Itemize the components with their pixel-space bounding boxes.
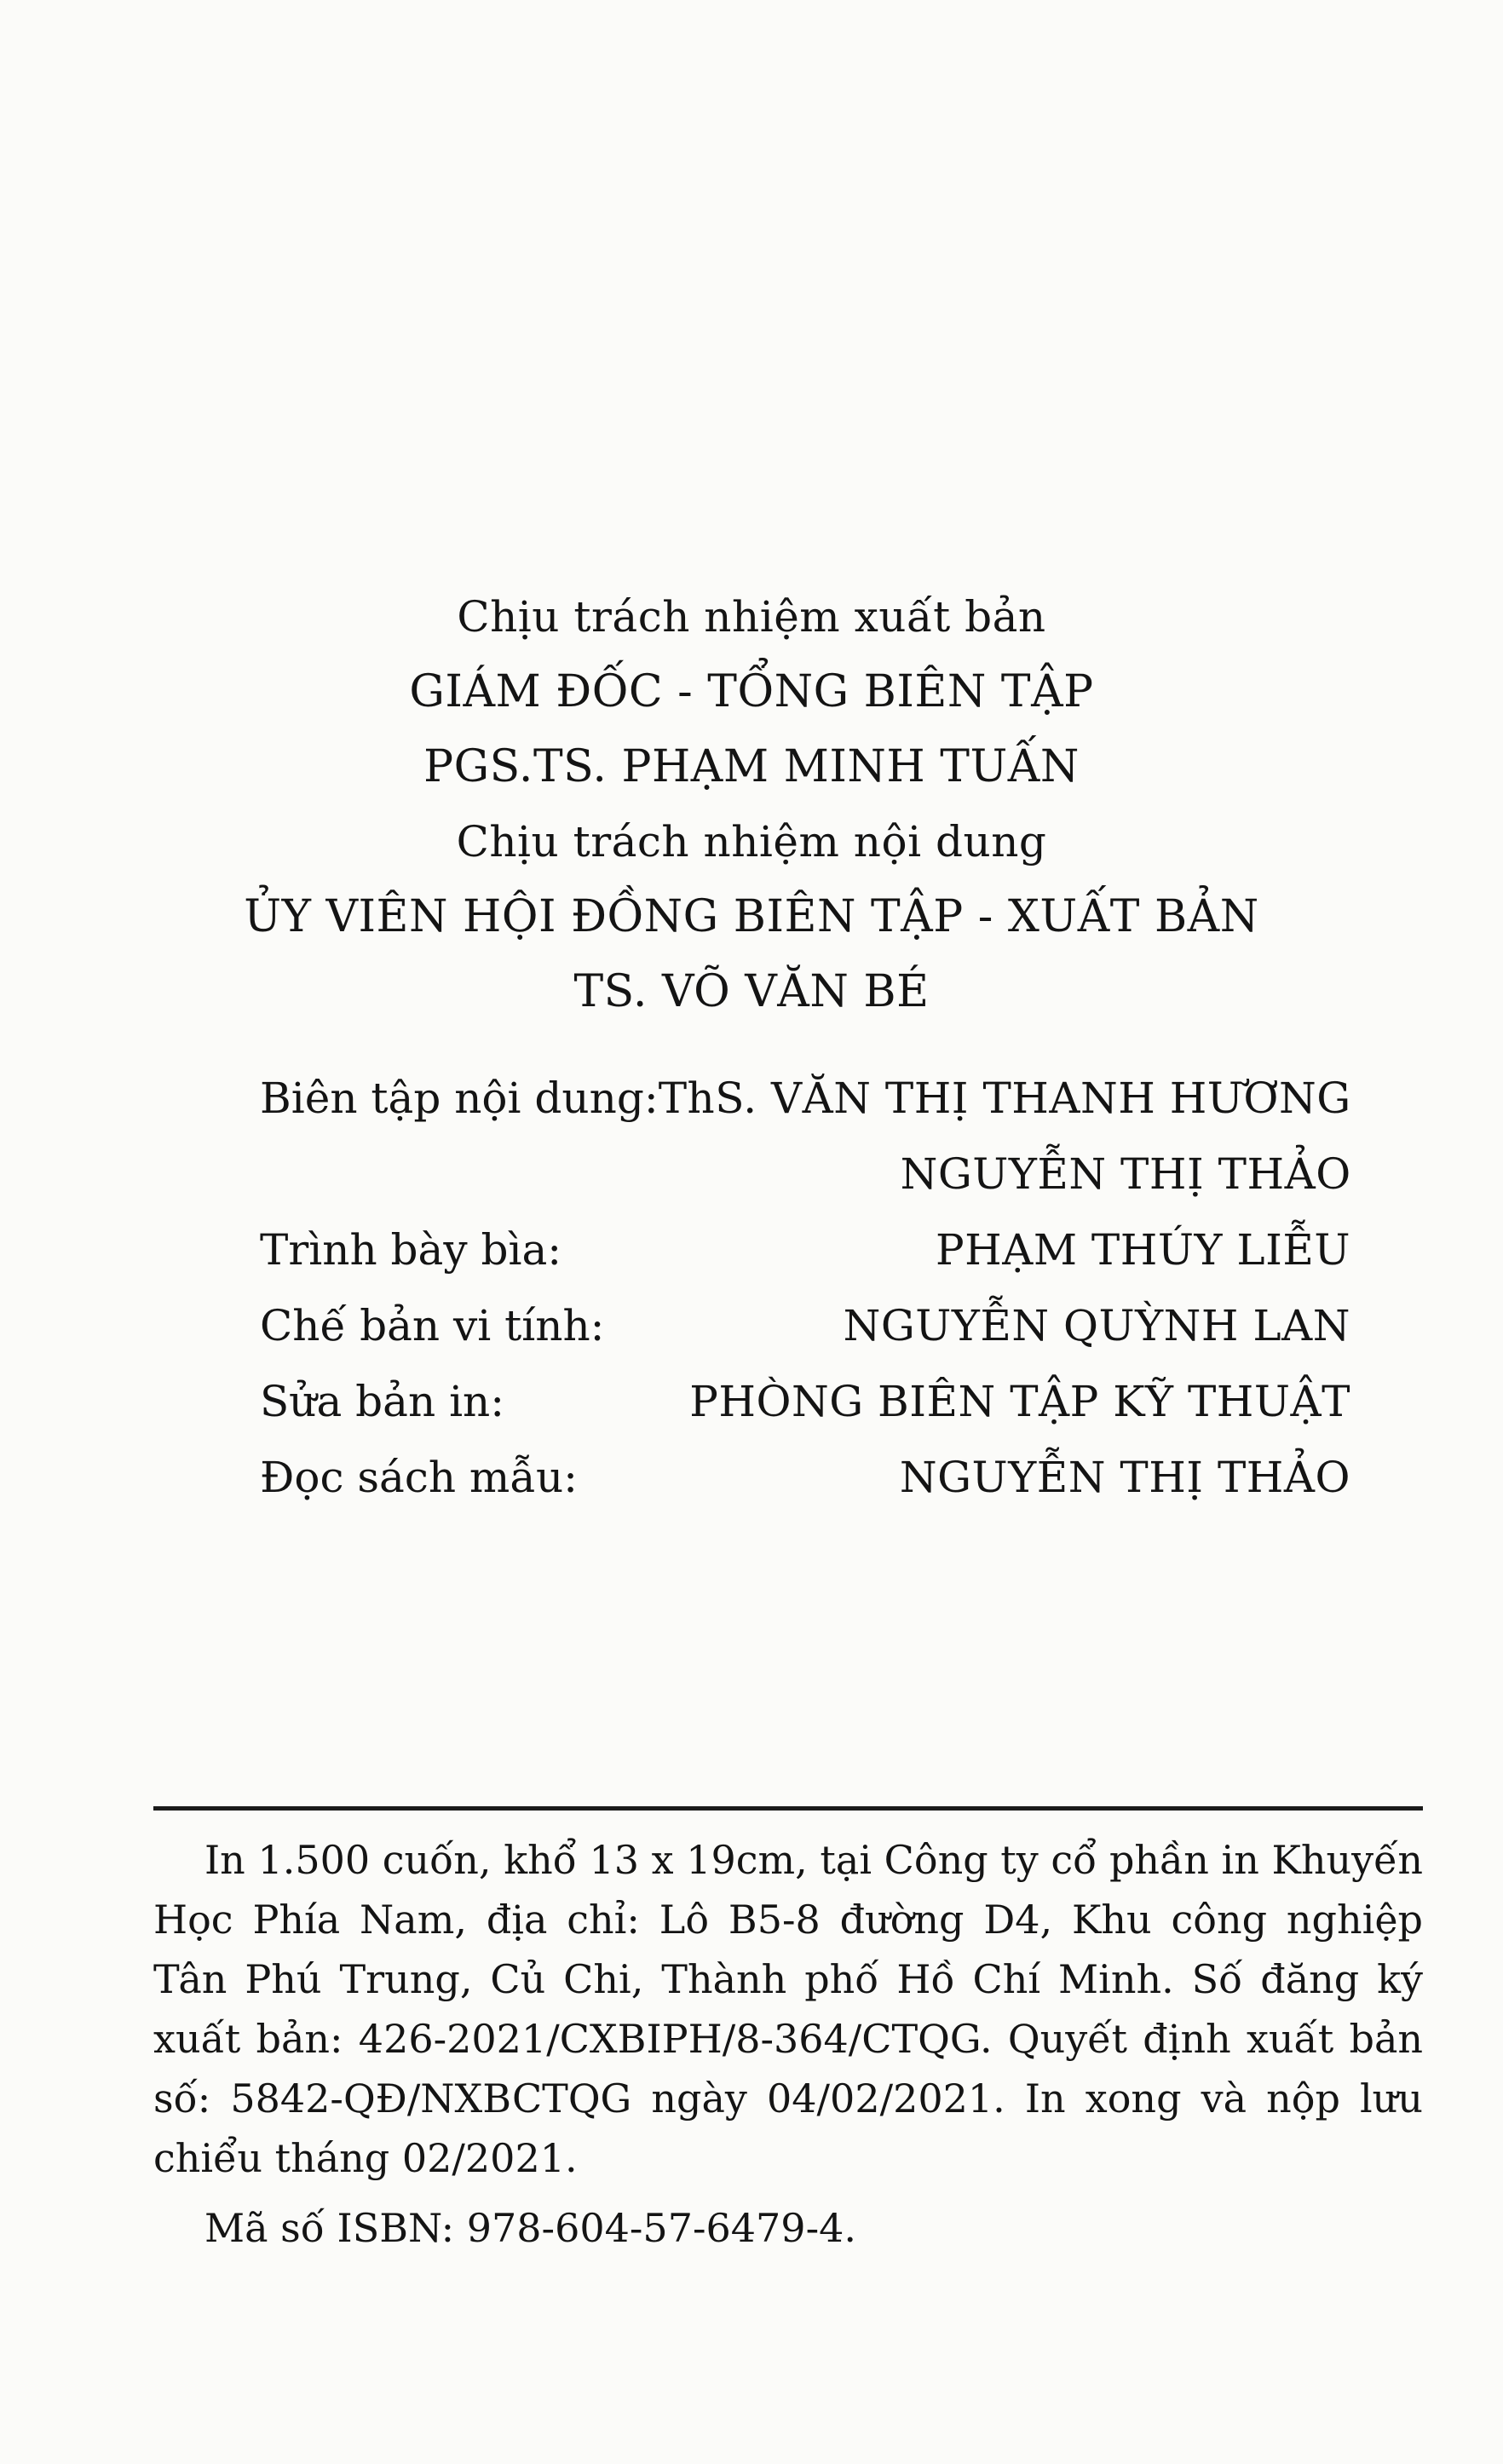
credit-values — [689, 1364, 1350, 1440]
credit-values — [659, 1061, 1351, 1212]
credit-label: Sửa bản in: — [260, 1377, 505, 1426]
credit-label: Trình bày bìa: — [260, 1225, 562, 1275]
publishing-role: GIÁM ĐỐC - TỔNG BIÊN TẬP — [409, 666, 1094, 717]
content-role: ỦY VIÊN HỘI ĐỒNG BIÊN TẬP - XUẤT BẢN — [244, 891, 1259, 942]
credit-label: Chế bản vi tính: — [260, 1301, 605, 1350]
credit-value: NGUYỄN THỊ THẢO — [899, 1453, 1350, 1502]
credit-values — [844, 1288, 1350, 1364]
horizontal-rule — [153, 1806, 1423, 1811]
credit-row-proofreading — [260, 1364, 1350, 1440]
publishing-responsibility-label: Chịu trách nhiệm xuất bản — [457, 592, 1046, 642]
credit-label: Đọc sách mẫu: — [260, 1453, 579, 1502]
credit-values — [936, 1212, 1350, 1288]
credit-value: NGUYỄN QUỲNH LAN — [843, 1301, 1350, 1350]
credit-value: PHÒNG BIÊN TẬP KỸ THUẬT — [689, 1377, 1350, 1426]
content-person: TS. VÕ VĂN BÉ — [573, 966, 930, 1017]
credits-list — [260, 1061, 1350, 1516]
credit-value: PHẠM THÚY LIỄU — [935, 1225, 1350, 1275]
content-responsibility-label: Chịu trách nhiệm nội dung — [456, 817, 1047, 866]
credit-value: ThS. VĂN THỊ THANH HƯƠNG — [658, 1074, 1351, 1123]
credit-row-sample-reading — [260, 1440, 1350, 1516]
publishing-person: PGS.TS. PHẠM MINH TUẤN — [423, 741, 1080, 792]
credit-row-typesetting — [260, 1288, 1350, 1364]
credit-value: NGUYỄN THỊ THẢO — [900, 1149, 1351, 1199]
credit-row-content-editor — [260, 1061, 1350, 1212]
isbn-line: Mã số ISBN: 978-604-57-6479-4. — [204, 2205, 856, 2251]
credit-row-cover-design — [260, 1212, 1350, 1288]
responsibility-block — [0, 579, 1503, 1029]
imprint-paragraph: In 1.500 cuốn, khổ 13 x 19cm, tại Công ty cổ phần in Khuyến Học Phía Nam, địa chỉ: Lô B5-8 đường D4, Khu công nghiệp Tân Phú Trung, Củ Chi, Thành phố Hồ Chí Minh. Số đăng ký xuất bản: 426-2021/CXBIPH/8-364/CTQG. Quyết định xuất bản số: 5842-QĐ/NXBCTQG ngày 04/02/2021. In xong và nộp lưu chiểu tháng 02/2021. — [153, 1837, 1423, 2181]
credit-label: Biên tập nội dung: — [260, 1074, 659, 1123]
credit-values — [900, 1440, 1350, 1516]
